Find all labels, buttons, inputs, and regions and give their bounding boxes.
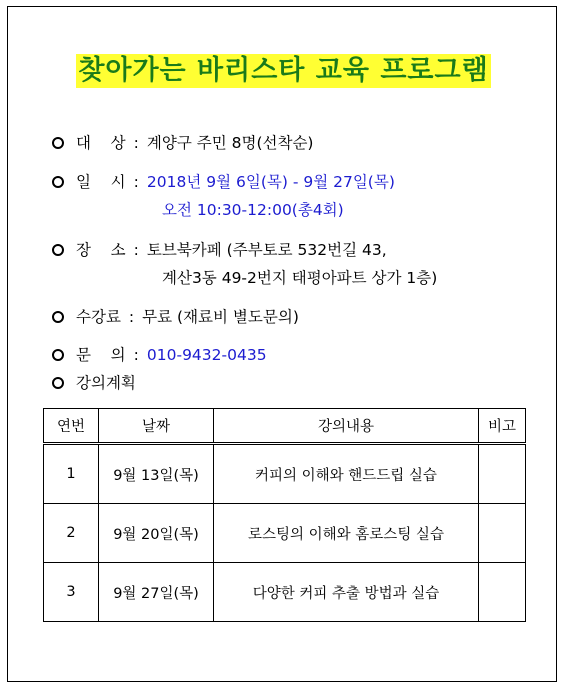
row-content: 다양한 커피 추출 방법과 실습 (214, 563, 479, 622)
circle-bullet-icon (52, 311, 64, 323)
row-content: 로스팅의 이해와 홈로스팅 실습 (214, 504, 479, 563)
section-label: 강의계획 (76, 374, 136, 392)
circle-bullet-icon (52, 349, 64, 361)
section-lecture-plan (52, 373, 136, 393)
info-value: 토브북카페 (주부토로 532번길 43, (146, 241, 387, 259)
info-value: 2018년 9월 6일(목) - 9월 27일(목) (146, 173, 395, 191)
row-note (479, 444, 526, 504)
row-date: 9월 20일(목) (99, 504, 214, 563)
colon: : (133, 134, 139, 152)
info-label: 장 소 (76, 241, 126, 259)
phone-number: 010-9432-0435 (146, 346, 267, 364)
info-label: 수강료 (76, 308, 121, 326)
info-label: 대 상 (76, 134, 126, 152)
info-place (52, 240, 387, 260)
info-datetime (52, 172, 395, 192)
info-contact (52, 345, 267, 365)
table-row (44, 504, 526, 563)
row-number: 3 (44, 563, 99, 622)
info-value: 무료 (재료비 별도문의) (142, 308, 299, 326)
title-area (0, 54, 567, 88)
info-value-continued: 계산3동 49-2번지 태평아파트 상가 1층) (162, 269, 438, 287)
row-content: 커피의 이해와 핸드드립 실습 (214, 444, 479, 504)
row-number: 2 (44, 504, 99, 563)
circle-bullet-icon (52, 244, 64, 256)
column-header: 날짜 (99, 409, 214, 444)
info-target (52, 133, 313, 153)
colon: : (133, 346, 139, 364)
colon: : (133, 241, 139, 259)
circle-bullet-icon (52, 137, 64, 149)
row-date: 9월 13일(목) (99, 444, 214, 504)
info-label: 문 의 (76, 346, 126, 364)
circle-bullet-icon (52, 176, 64, 188)
table-row (44, 563, 526, 622)
row-note (479, 563, 526, 622)
column-header: 강의내용 (214, 409, 479, 444)
info-fee (52, 307, 299, 327)
table-row (44, 444, 526, 504)
page-title: 찾아가는 바리스타 교육 프로그램 (78, 55, 489, 86)
row-date: 9월 27일(목) (99, 563, 214, 622)
info-label: 일 시 (76, 173, 126, 191)
column-header: 비고 (479, 409, 526, 444)
colon: : (128, 308, 135, 326)
table-header-row (44, 409, 526, 444)
column-header: 연번 (44, 409, 99, 444)
circle-bullet-icon (52, 377, 64, 389)
row-number: 1 (44, 444, 99, 504)
lecture-plan-table (43, 408, 526, 622)
info-value-continued: 오전 10:30-12:00(총4회) (162, 201, 344, 219)
info-value: 계양구 주민 8명(선착순) (146, 134, 314, 152)
colon: : (133, 173, 139, 191)
row-note (479, 504, 526, 563)
